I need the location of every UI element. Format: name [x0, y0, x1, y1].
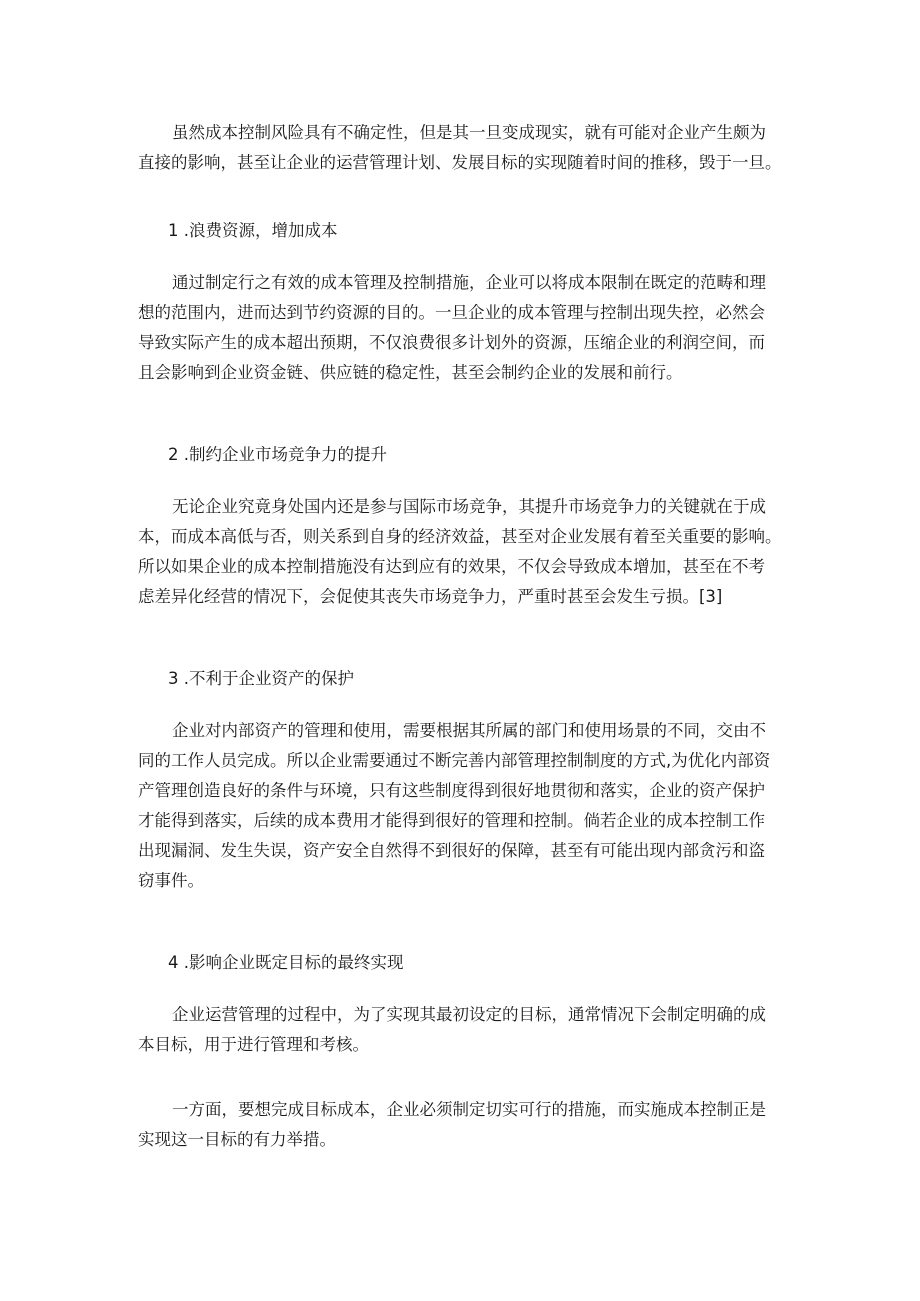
paragraph-line: 想的范围内，进而达到节约资源的目的。一旦企业的成本管理与控制出现失控，必然会 [138, 303, 765, 322]
paragraph-2 [138, 268, 808, 388]
section-heading-2: 2 .制约企业市场竞争力的提升 [168, 445, 387, 464]
paragraph-4 [138, 716, 808, 896]
paragraph-1 [138, 118, 808, 178]
paragraph-line: 企业对内部资产的管理和使用，需要根据其所属的部门和使用场景的不同，交由不 [172, 721, 766, 740]
section-heading-3: 3 .不利于企业资产的保护 [168, 669, 354, 688]
paragraph-line: 实现这一目标的有力举措。 [138, 1130, 336, 1149]
paragraph-line: 虑差异化经营的情况下，会促使其丧失市场竞争力，严重时甚至会发生亏损。[3] [138, 587, 723, 606]
paragraph-line: 同的工作人员完成。所以企业需要通过不断完善内部管理控制制度的方式,为优化内部资 [138, 751, 771, 770]
paragraph-line: 通过制定行之有效的成本管理及控制措施，企业可以将成本限制在既定的范畴和理 [172, 273, 766, 292]
paragraph-line: 本，而成本高低与否，则关系到自身的经济效益，甚至对企业发展有着至关重要的影响。 [138, 527, 782, 546]
paragraph-line: 所以如果企业的成本控制措施没有达到应有的效果，不仅会导致成本增加，甚至在不考 [138, 557, 765, 576]
section-heading-4: 4 .影响企业既定目标的最终实现 [168, 953, 404, 972]
paragraph-5 [138, 1000, 808, 1060]
section-heading-1: 1 .浪费资源，增加成本 [168, 221, 338, 240]
paragraph-line: 才能得到落实，后续的成本费用才能得到很好的管理和控制。倘若企业的成本控制工作 [138, 811, 765, 830]
paragraph-line: 直接的影响，甚至让企业的运营管理计划、发展目标的实现随着时间的推移，毁于一旦。 [138, 153, 782, 172]
paragraph-line: 虽然成本控制风险具有不确定性，但是其一旦变成现实，就有可能对企业产生颇为 [172, 123, 766, 142]
paragraph-line: 本目标，用于进行管理和考核。 [138, 1035, 369, 1054]
paragraph-line: 企业运营管理的过程中，为了实现其最初设定的目标，通常情况下会制定明确的成 [172, 1005, 766, 1024]
paragraph-6 [138, 1095, 808, 1155]
paragraph-line: 无论企业究竟身处国内还是参与国际市场竞争，其提升市场竞争力的关键就在于成 [172, 497, 766, 516]
paragraph-3 [138, 492, 808, 612]
paragraph-line: 且会影响到企业资金链、供应链的稳定性，甚至会制约企业的发展和前行。 [138, 363, 683, 382]
paragraph-line: 窃事件。 [138, 871, 204, 890]
paragraph-line: 导致实际产生的成本超出预期，不仅浪费很多计划外的资源，压缩企业的利润空间，而 [138, 333, 765, 352]
paragraph-line: 一方面，要想完成目标成本，企业必须制定切实可行的措施，而实施成本控制正是 [172, 1100, 766, 1119]
paragraph-line: 产管理创造良好的条件与环境，只有这些制度得到很好地贯彻和落实，企业的资产保护 [138, 781, 765, 800]
paragraph-line: 出现漏洞、发生失误，资产安全自然得不到很好的保障，甚至有可能出现内部贪污和盗 [138, 841, 765, 860]
